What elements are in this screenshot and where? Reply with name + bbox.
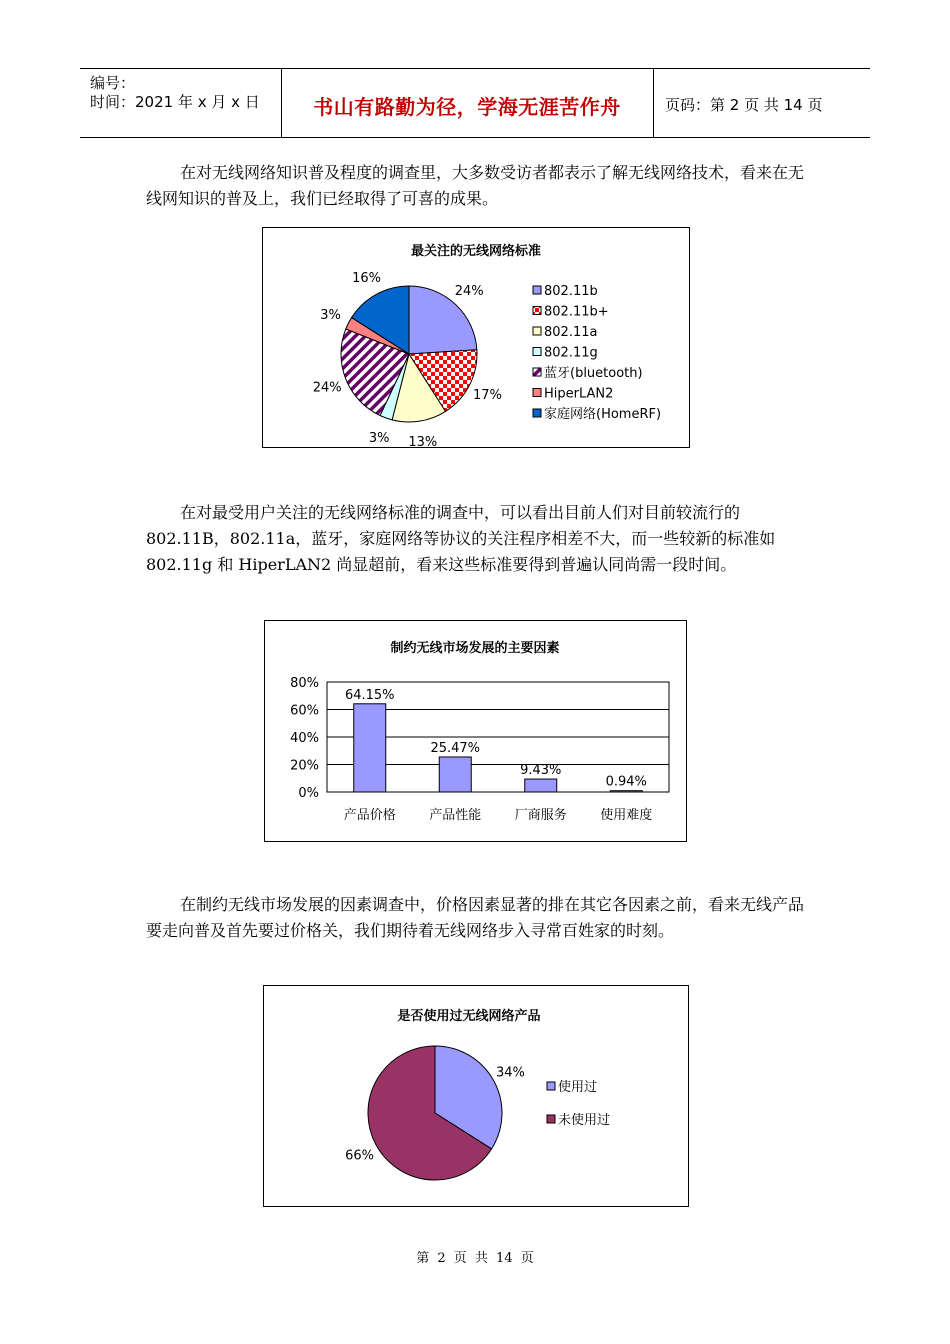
header-motto-cell xyxy=(281,69,654,137)
pie-chart-usage-svg xyxy=(264,986,688,1206)
legend-entry: 802.11b xyxy=(544,284,598,299)
page-header xyxy=(80,68,870,138)
time-label: 时间：2021 年 x 月 x 日 xyxy=(90,93,260,111)
data-label: 0.94% xyxy=(605,774,647,790)
slice-label: 66% xyxy=(345,1148,375,1164)
slice-label: 24% xyxy=(312,380,342,396)
legend-entry: 家庭网络(HomeRF) xyxy=(544,407,662,422)
data-label: 64.15% xyxy=(344,687,395,703)
legend-swatch xyxy=(533,368,541,376)
legend-swatch xyxy=(533,409,541,417)
chart-title: 制约无线市场发展的主要因素 xyxy=(390,641,560,656)
header-page-cell xyxy=(653,69,870,137)
y-tick-label: 20% xyxy=(290,758,319,774)
y-tick-label: 80% xyxy=(290,676,319,691)
legend-swatch xyxy=(533,348,541,356)
slice-label: 13% xyxy=(408,434,438,447)
legend-entry: 蓝牙(bluetooth) xyxy=(544,366,643,381)
data-label: 9.43% xyxy=(520,763,562,779)
slice-label: 34% xyxy=(495,1065,525,1081)
legend-swatch xyxy=(547,1082,555,1090)
pie-chart-standards xyxy=(262,227,690,448)
bar-1 xyxy=(439,757,471,792)
data-label: 25.47% xyxy=(430,740,481,756)
legend-entry: 802.11b+ xyxy=(544,304,609,320)
legend-swatch xyxy=(533,286,541,294)
paragraph-2: 在对最受用户关注的无线网络标准的调查中，可以看出目前人们对目前较流行的 802.11B，802.11a，蓝牙，家庭网络等协议的关注程序相差不大，而一些较新的标准如 802.11g 和 HiperLAN2 尚显超前，看来这些标准要得到普遍认同尚需一段时间。 xyxy=(146,503,776,574)
legend-swatch xyxy=(547,1115,555,1123)
pie-chart-usage xyxy=(263,985,689,1207)
x-tick-label: 厂商服务 xyxy=(514,808,567,823)
legend-entry: HiperLAN2 xyxy=(544,386,614,402)
chart-title: 最关注的无线网络标准 xyxy=(410,244,542,259)
x-tick-label: 产品性能 xyxy=(429,808,482,823)
y-tick-label: 0% xyxy=(298,786,319,801)
header-info-cell xyxy=(80,69,282,137)
legend-entry: 802.11g xyxy=(544,345,598,361)
legend-swatch xyxy=(533,327,541,335)
slice-label: 16% xyxy=(352,270,382,286)
bar-2 xyxy=(525,779,557,792)
slice-label: 17% xyxy=(472,388,502,403)
x-tick-label: 使用难度 xyxy=(600,808,653,823)
page-label: 页码：第 2 页 共 14 页 xyxy=(665,96,823,114)
legend-entry: 未使用过 xyxy=(558,1113,611,1128)
paragraph-1: 在对无线网络知识普及程度的调查里，大多数受访者都表示了解无线网络技术，看来在无线网知识的普及上，我们已经取得了可喜的成果。 xyxy=(146,163,805,208)
bar-0 xyxy=(354,704,386,792)
number-label: 编号： xyxy=(90,74,136,92)
bar-3 xyxy=(610,791,642,792)
slice-label: 3% xyxy=(320,308,341,323)
pie-chart-standards-svg xyxy=(263,228,689,447)
page-footer: 第 2 页 共 14 页 xyxy=(416,1251,534,1266)
y-tick-label: 60% xyxy=(290,703,319,719)
bar-chart-factors-svg xyxy=(265,621,686,841)
legend-entry: 802.11a xyxy=(544,325,598,340)
paragraph-3: 在制约无线市场发展的因素调查中，价格因素显著的排在其它各因素之前，看来无线产品要走向普及首先要过价格关，我们期待着无线网络步入寻常百姓家的时刻。 xyxy=(146,895,805,940)
chart-title: 是否使用过无线网络产品 xyxy=(397,1009,541,1024)
slice-label: 24% xyxy=(454,283,484,299)
legend-swatch xyxy=(533,389,541,397)
y-tick-label: 40% xyxy=(290,731,319,746)
x-tick-label: 产品价格 xyxy=(343,808,396,823)
bar-chart-factors xyxy=(264,620,687,842)
legend-entry: 使用过 xyxy=(558,1080,598,1095)
motto: 书山有路勤为径，学海无涯苦作舟 xyxy=(313,95,621,119)
legend-swatch xyxy=(533,307,541,315)
slice-label: 3% xyxy=(368,430,390,446)
